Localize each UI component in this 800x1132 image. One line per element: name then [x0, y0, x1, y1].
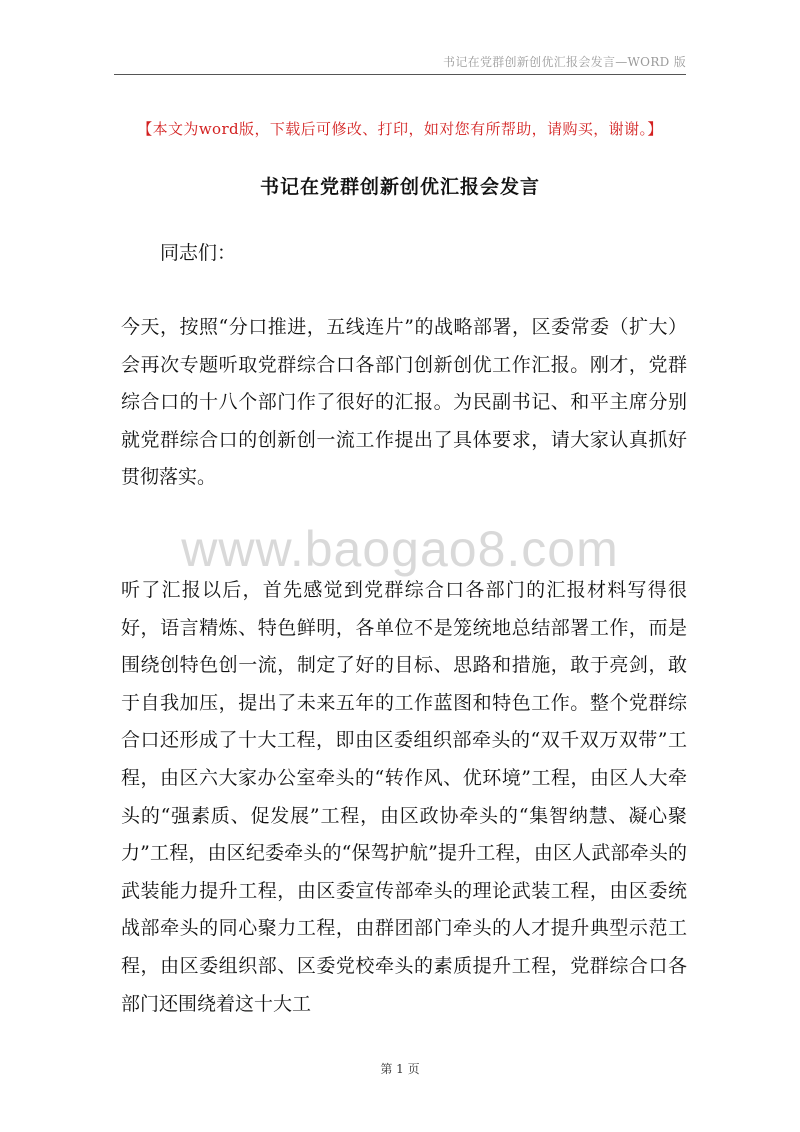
page-number: 第 1 页 — [380, 1062, 420, 1076]
salutation: 同志们： — [160, 242, 237, 264]
header-divider — [114, 74, 686, 75]
download-notice: 【本文为word版，下载后可修改、打印，如对您有所帮助，请购买，谢谢。】 — [137, 120, 663, 138]
body-paragraph-1: 今天，按照“分口推进，五线连片”的战略部署，区委常委（扩大）会再次专题听取党群综合口各部门创新创优工作汇报。刚才，党群综合口的十八个部门作了很好的汇报。为民副书记、和平主席分别就党群综合口的创新创一流工作提出了具体要求，请大家认真抓好贯彻落实。 — [121, 316, 687, 489]
running-header: 书记在党群创新创优汇报会发言—WORD 版 — [443, 55, 686, 69]
watermark: www.baogao8.com — [181, 521, 619, 577]
body-paragraph-2: 听了汇报以后，首先感觉到党群综合口各部门的汇报材料写得很好，语言精炼、特色鲜明，各单位不是笼统地总结部署工作，而是围绕创特色创一流，制定了好的目标、思路和措施，敢于亮剑，敢于自我加压，提出了未来五年的工作蓝图和特色工作。整个党群综合口还形成了十大工程，即由区委组织部牵头的“双千双万双带”工程，由区六大家办公室牵头的“转作风、优环境”工程，由区人大牵头的“强素质、促发展”工程，由区政协牵头的“集智纳慧、凝心聚力”工程，由区纪委牵头的“保驾护航”提升工程，由区人武部牵头的武装能力提升工程，由区委宣传部牵头的理论武装工程，由区委统战部牵头的同心聚力工程，由群团部门牵头的人才提升典型示范工程，由区委组织部、区委党校牵头的素质提升工程，党群综合口各部门还围绕着这十大工 — [121, 579, 687, 1015]
document-title: 书记在党群创新创优汇报会发言 — [259, 176, 540, 198]
